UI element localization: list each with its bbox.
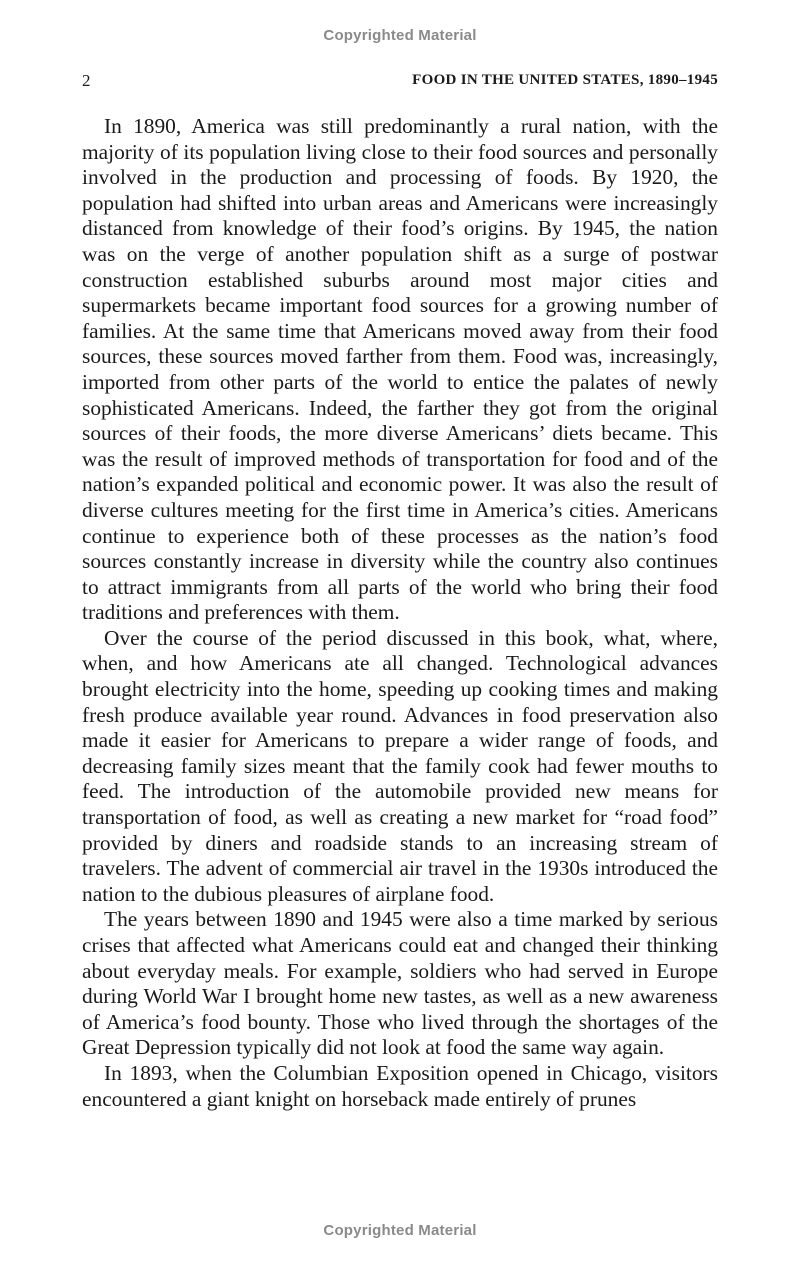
paragraph: In 1893, when the Columbian Exposition opened in Chicago, visitors encountered a giant knight on horseback made entirely of prunes [82,1060,718,1111]
running-head [82,71,718,93]
body-text [82,114,718,1112]
paragraph: In 1890, America was still predominantly a rural nation, with the majority of its population living close to their food sources and personally involved in the production and processing of foods. By 1920, the population had shifted into urban areas and Americans were increasingly distanced from knowledge of their food’s origins. By 1945, the nation was on the verge of another population shift as a surge of postwar construction established suburbs around most major cities and supermarkets became important food sources for a growing number of families. At the same time that Americans moved away from their food sources, these sources moved farther from them. Food was, increasingly, imported from other parts of the world to entice the palates of newly sophisticated Americans. Indeed, the farther they got from the original sources of their foods, the more diverse Americans’ diets became. This was the result of improved methods of transportation for food and of the nation’s expanded political and economic power. It was also the result of diverse cultures meeting for the first time in America’s cities. Americans continue to experience both of these processes as the nation’s food sources constantly increase in diversity while the country also continues to attract immigrants from all parts of the world who bring their food traditions and preferences with them. [82,114,718,625]
paragraph: Over the course of the period discussed in this book, what, where, when, and how Americans ate all changed. Technological advances brought electricity into the home, speeding up cooking times and making fresh produce available year round. Advances in food preservation also made it easier for Americans to prepare a wider range of foods, and decreasing family sizes meant that the family cook had fewer mouths to feed. The introduction of the automobile provided new means for transportation of food, as well as creating a new market for “road food” provided by diners and roadside stands to an increasing stream of travelers. The advent of commercial air travel in the 1930s introduced the nation to the dubious pleasures of airplane food. [82,625,718,906]
copyright-watermark-top: Copyrighted Material [323,27,477,44]
paragraph: The years between 1890 and 1945 were also a time marked by serious crises that affected what Americans could eat and changed their thinking about everyday meals. For example, soldiers who had served in Europe during World War I brought home new tastes, as well as a new awareness of America’s food bounty. Those who lived through the shortages of the Great Depression typically did not look at food the same way again. [82,907,718,1060]
copyright-watermark-bottom: Copyrighted Material [323,1222,477,1239]
running-title: FOOD IN THE UNITED STATES, 1890–1945 [412,72,718,88]
page-number: 2 [82,71,91,90]
